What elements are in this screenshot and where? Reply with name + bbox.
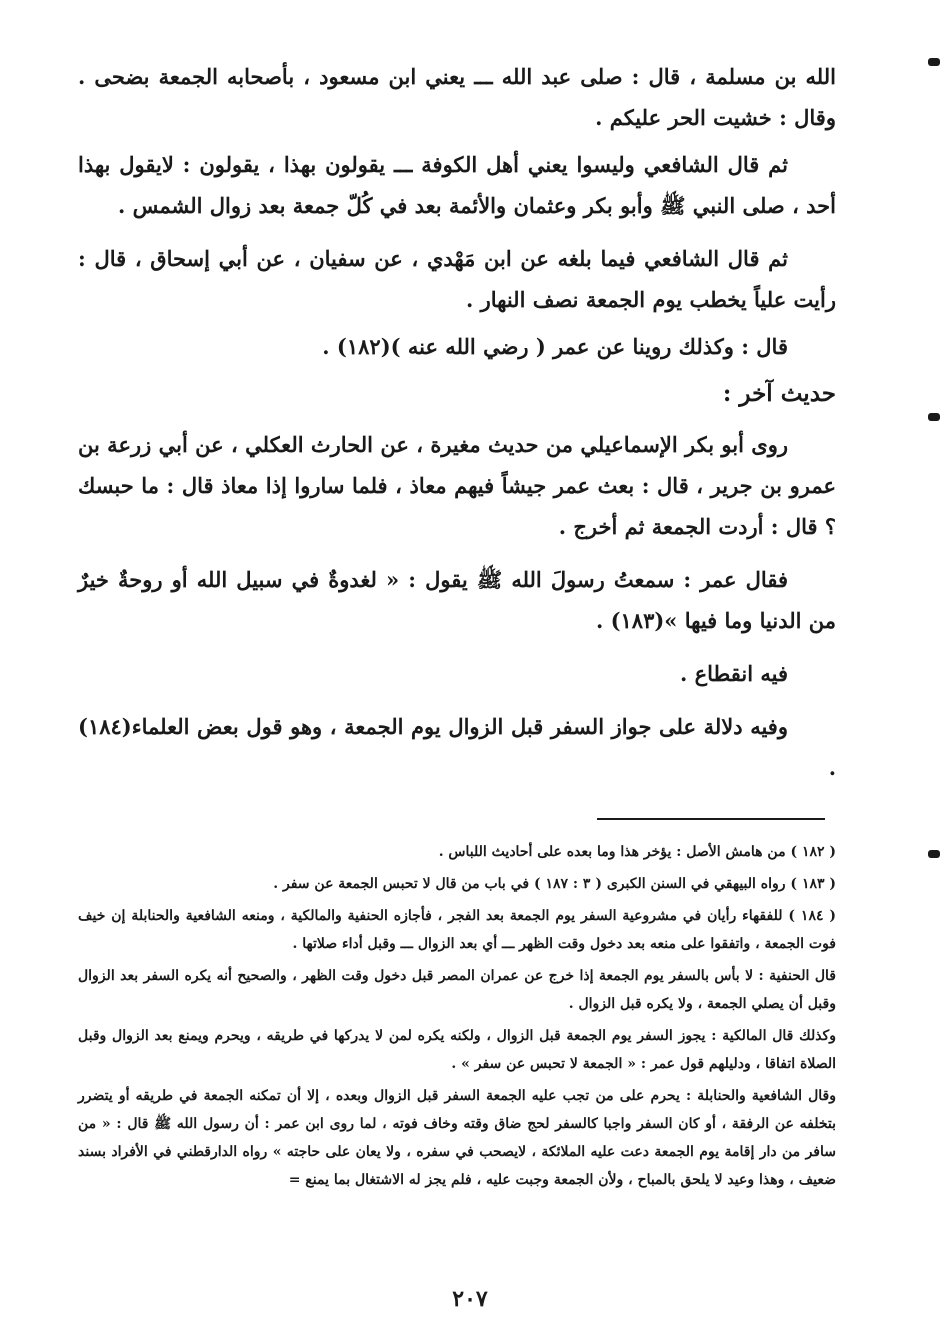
- section-heading: حديث آخر :: [722, 380, 836, 407]
- footnote-183: ( ١٨٣ ) رواه البيهقي في السنن الكبرى ( ٣ : ١٨٧ ) في باب من قال لا تحبس الجمعة عن سفر .: [273, 876, 836, 892]
- footnote-184: ( ١٨٤ ) للفقهاء رأيان في مشروعية السفر يوم الجمعة بعد الفجر ، فأجازه الحنفية والمالكية ، ومنعه الشافعية والحنابلة إن خيف فوت الجمعة ، واتفقوا على منعه بعد دخول وقت الظهر ـــ أي بعد الزوال ـــ وقبل أداء صلاتها .: [78, 908, 837, 952]
- footnote-maliki: وكذلك قال المالكية : يجوز السفر يوم الجمعة قبل الزوال ، ولكنه يكره لمن لا يدركها في طريقه ، ويحرم ويمنع بعد الزوال وقبل الصلاة اتفاقا ، ودليلهم قول عمر : « الجمعة لا تحبس عن سفر » .: [78, 1028, 836, 1072]
- paragraph-6: فقال عمر : سمعتُ رسولَ الله ﷺ يقول : « لغدوةٌ في سبيل الله أو روحةٌ خيرٌ من الدنيا وما فيها »(١٨٣) .: [78, 567, 836, 633]
- edge-mark-lower: [928, 850, 940, 858]
- footnote-hanafi: قال الحنفية : لا بأس بالسفر يوم الجمعة إذا خرج عن عمران المصر قبل دخول وقت الظهر ، والصحيح أنه يكره السفر بعد الزوال وقبل أن يصلي الجمعة ، ولا يكره قبل الزوال .: [78, 968, 836, 1012]
- footnote-shafii: وقال الشافعية والحنابلة : يحرم على من تجب عليه الجمعة السفر قبل الزوال وبعده ، إلا أن تمكنه الجمعة في طريقه أو يتضرر بتخلفه عن الرفقة ، أو كان السفر واجبا كالسفر لحج ضاق وقته وخاف فوته ، لما روى ابن عمر : أن رسول الله ﷺ قال : « من سافر من دار إقامة يوم الجمعة دعت عليه الملائكة ، لايصحب في سفره ، ولا يعان على حاجته » رواه الدارقطني في الأفراد بسند ضعيف ، وهذا وعيد لا يلحق بالمباح ، ولأن الجمعة وجبت عليه ، فلم يجز له الاشتغال بما يمنع =: [78, 1088, 836, 1188]
- paragraph-2: ثم قال الشافعي وليسوا يعني أهل الكوفة ـــ يقولون بهذا ، يقولون : لايقول بهذا أحد ، صلى النبي ﷺ وأبو بكر وعثمان والأئمة بعد في كُلّ جمعة بعد زوال الشمس .: [78, 152, 836, 218]
- footnotes-section: [78, 838, 836, 1198]
- page-number: ٢٠٧: [452, 1286, 488, 1312]
- footnote-divider: [597, 818, 825, 820]
- footnote-182: ( ١٨٢ ) من هامش الأصل : يؤخر هذا وما بعده على أحاديث اللباس .: [438, 844, 836, 860]
- main-text-body: [78, 56, 836, 800]
- paragraph-5: روى أبو بكر الإسماعيلي من حديث مغيرة ، عن الحارث العكلي ، عن أبي زرعة بن عمرو بن جرير ، قال : بعث عمر جيشاً فيهم معاذ ، فلما ساروا إذا معاذ قال : ما حبسك ؟ قال : أردت الجمعة ثم أخرج .: [78, 432, 836, 539]
- paragraph-8: وفيه دلالة على جواز السفر قبل الزوال يوم الجمعة ، وهو قول بعض العلماء(١٨٤) .: [78, 714, 836, 780]
- edge-mark-top: [928, 58, 940, 66]
- paragraph-3: ثم قال الشافعي فيما بلغه عن ابن مَهْدي ، عن سفيان ، عن أبي إسحاق ، قال : رأيت علياً يخطب يوم الجمعة نصف النهار .: [78, 246, 836, 312]
- edge-mark-middle: [928, 413, 940, 421]
- paragraph-4: قال : وكذلك روينا عن عمر ( رضي الله عنه )(١٨٢) .: [322, 334, 788, 359]
- paragraph-1: الله بن مسلمة ، قال : صلى عبد الله ـــ يعني ابن مسعود ، بأصحابه الجمعة بضحى . وقال : خشيت الحر عليكم .: [78, 64, 836, 130]
- paragraph-7: فيه انقطاع .: [679, 661, 788, 686]
